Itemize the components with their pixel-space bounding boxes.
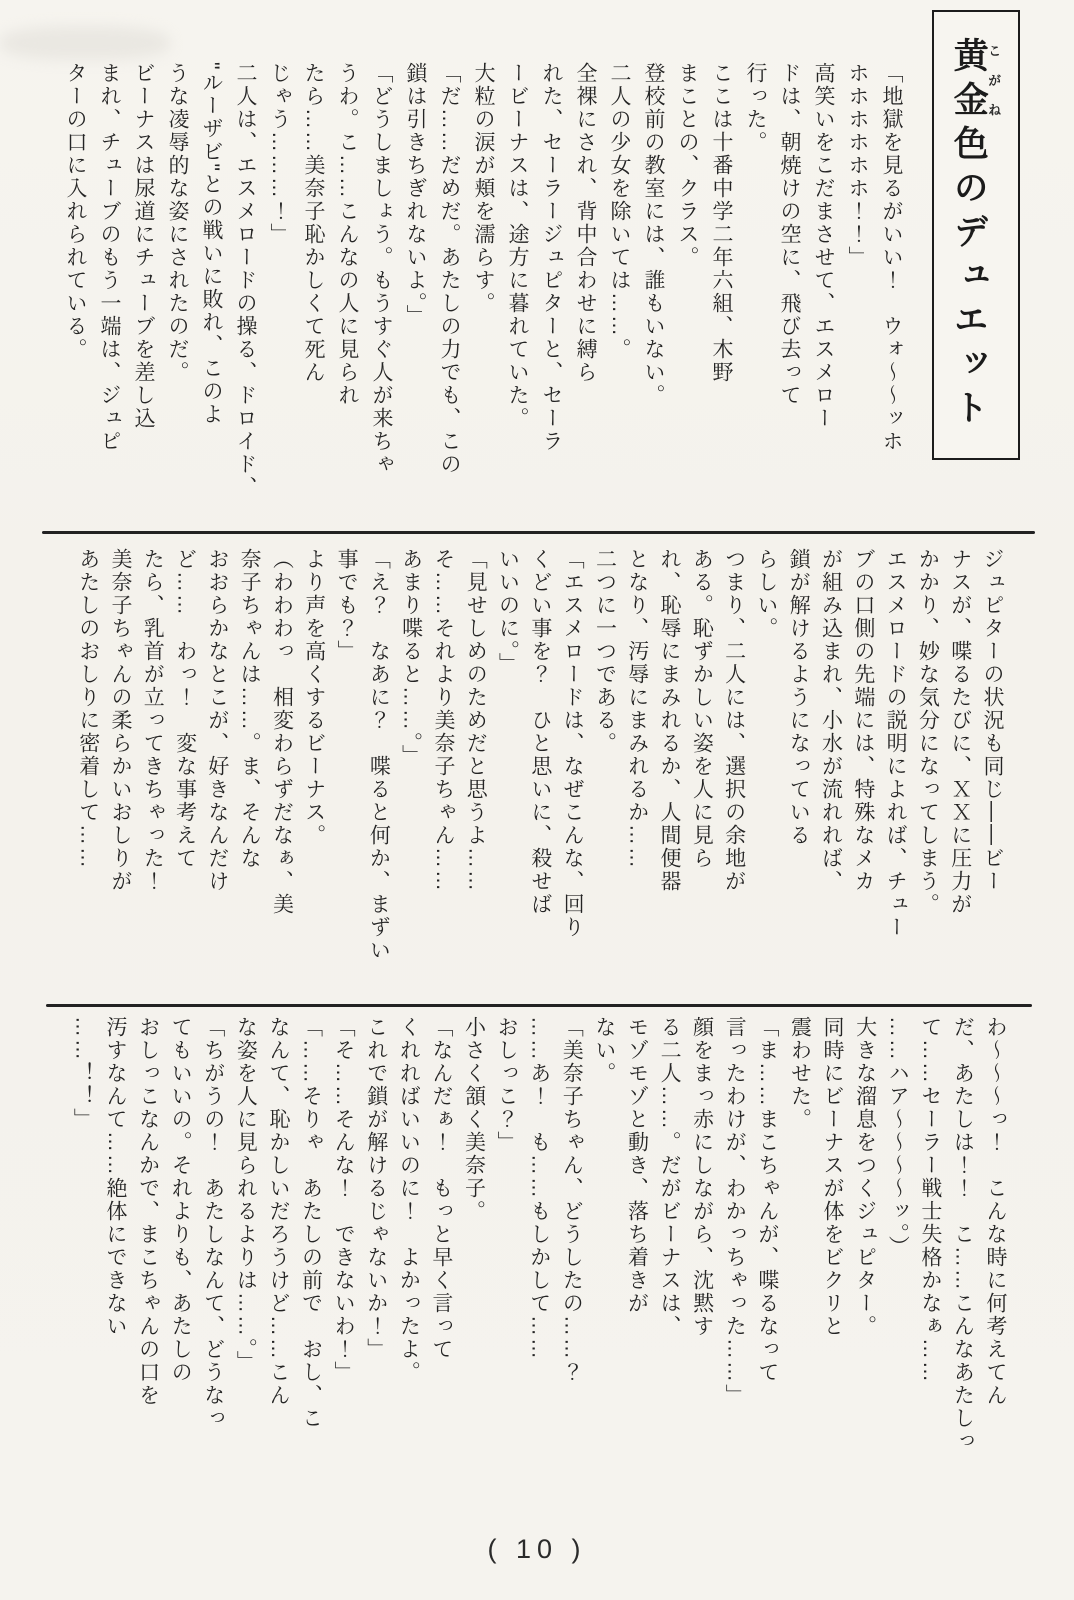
text-column: 全裸にされ、背中合わせに縛ら [574, 62, 597, 384]
text-column: そ……それより美奈子ちゃん…… [431, 548, 455, 893]
text-section-middle [70, 548, 1008, 1000]
text-column: 行った。 [744, 62, 767, 154]
text-column: れ、恥辱にまみれるか、人間便器 [658, 548, 682, 893]
text-column: たら、乳首が立ってきちゃった！ [141, 548, 165, 893]
text-column: 「そ……そんな！ できないわ！」 [332, 1016, 356, 1384]
text-column: わ〜〜〜っ！ こんな時に何考えてん [984, 1016, 1007, 1407]
text-section-bottom [66, 1016, 1011, 1504]
title-box [932, 10, 1020, 460]
text-column: 「ま……まこちゃんが、喋るなって [755, 1016, 779, 1384]
text-column: 二人の少女を除いては……。 [608, 62, 631, 361]
text-column: 鎖が解けるようになっている [787, 548, 811, 847]
title-ruby [949, 37, 1002, 125]
text-column: ービーナスは、途方に暮れていた。 [506, 62, 529, 430]
text-column: れた、セーラージュピターと、セーラ [540, 62, 563, 453]
text-column: 二人は、エスメロードの操る、ドロイド、 [234, 62, 257, 499]
text-column: 「地獄を見るがいい！ ウォ〜〜ッホ [880, 62, 903, 453]
text-column: いいのに。」 [496, 548, 520, 676]
text-column: な姿を人に見られるよりは……。」 [234, 1016, 258, 1374]
text-column: これで鎖が解けるじゃないか！」 [364, 1016, 388, 1361]
text-column: 震わせた。 [788, 1016, 812, 1131]
text-column: が組み込まれ、小水が流れれば、 [819, 548, 843, 893]
text-column: おしっこ？」 [495, 1016, 519, 1154]
scan-smudge [0, 26, 170, 60]
text-column: 「どうしましょう。もうすぐ人が来ちゃ [370, 62, 393, 476]
text-column: ここは十番中学二年六組、木野 [710, 62, 733, 384]
text-column: ジュピターの状況も同じ――ビー [981, 548, 1004, 893]
text-column: じゃう………！」 [268, 62, 291, 246]
text-column: 「だ……だめだ。あたしの力でも、この [438, 62, 461, 476]
text-column: 「見せしめのためだと思うよ…… [464, 548, 488, 893]
text-column: 事でも？」 [335, 548, 359, 663]
text-column: 高笑いをこだまさせて、エスメロー [812, 62, 835, 430]
text-column: まことの、クラス。 [676, 62, 699, 269]
text-column: うわ。こ……こんなの人に見られ [336, 62, 359, 407]
text-column: くどい事を？ ひと思いに、殺せば [528, 548, 552, 916]
text-column: らしい。 [754, 548, 778, 640]
text-column: 「なんだぁ！ もっと早く言って [429, 1016, 453, 1361]
text-column: くれればいいのに！ よかったよ。 [397, 1016, 421, 1384]
text-column: まれ、チューブのもう一端は、ジュピ [98, 62, 121, 453]
text-column: より声を高くするビーナス。 [302, 548, 326, 847]
text-column: おしっこなんかで、まこちゃんの口を [136, 1016, 160, 1407]
title-ruby-base: 黄金 [949, 37, 989, 125]
text-column: ターの口に入れられている。 [64, 62, 87, 361]
text-column: だ、あたしは！！ こ……こんなあたしっ [951, 1016, 975, 1453]
text-column: 小さく頷く美奈子。 [462, 1016, 486, 1223]
text-column: る二人……。だがビーナスは、 [658, 1016, 682, 1338]
title-furigana: こがね [986, 37, 1002, 125]
text-column: ビーナスは尿道にチューブを差し込 [132, 62, 155, 430]
text-column: 二つに一つである。 [593, 548, 617, 755]
text-column: 鎖は引きちぎれないよ。」 [404, 62, 427, 328]
text-column: なんて、恥かしいだろうけど……こん [266, 1016, 290, 1407]
page-number: ( 10 ) [487, 1534, 587, 1564]
text-column: ない。 [592, 1016, 616, 1085]
text-column: たら……美奈子恥かしくて死ん [302, 62, 325, 384]
text-column: 「美奈子ちゃん、どうしたの……？ [560, 1016, 584, 1384]
text-column: 「え？ なあに？ 喋ると何か、まずい [367, 548, 391, 962]
text-column: 汚すなんて……絶体にできない [103, 1016, 127, 1338]
text-column: ブの口側の先端には、特殊なメカ [851, 548, 875, 893]
text-column: あまり喋ると……。」 [399, 548, 423, 768]
text-column: あたしのおしりに密着して…… [76, 548, 100, 870]
text-column: ナスが、喋るたびに、ＸＸに圧力が [948, 548, 972, 916]
text-column: うな凌辱的な姿にされたのだ。 [166, 62, 189, 384]
text-column: てもいいの。それよりも、あたしの [169, 1016, 193, 1384]
text-column: 美奈子ちゃんの柔らかいおしりが [108, 548, 132, 893]
text-column: エスメロードの説明によれば、チュー [884, 548, 908, 939]
text-column: ど…… わっ！ 変な事考えて [173, 548, 197, 870]
text-column: て……セーラー戦士失格かなぁ…… [918, 1016, 942, 1384]
text-column: ホホホホホホ！！」 [846, 62, 869, 269]
text-column: つまり、二人には、選択の余地が [722, 548, 746, 893]
text-column: ……あ！ も……もしかして…… [527, 1016, 551, 1361]
text-column: 顔をまっ赤にしながら、沈黙す [690, 1016, 714, 1338]
text-column: 奈子ちゃんは……。ま、そんな [238, 548, 262, 870]
text-column: 「……そりゃ あたしの前で おし、こ [299, 1016, 323, 1430]
text-column: 同時にビーナスが体をビクリと [821, 1016, 845, 1338]
section-divider-1 [42, 531, 1035, 534]
text-column: （わわわっ 相変わらずだなぁ、美 [270, 548, 294, 916]
text-column: となり、汚辱にまみれるか…… [625, 548, 649, 870]
page-title [951, 37, 1001, 433]
title-rest: 色のデュエット [949, 125, 989, 433]
text-column: ドは、朝焼けの空に、飛び去って [778, 62, 801, 407]
text-section-top [58, 62, 908, 528]
text-column: "ルーザビ"との戦いに敗れ、このよ [200, 62, 223, 426]
text-column: モゾモゾと動き、落ち着きが [625, 1016, 649, 1315]
text-column: ある。恥ずかしい姿を人に見ら [690, 548, 714, 870]
text-column: かかり、妙な気分になってしまう。 [916, 548, 940, 916]
text-column: 大粒の涙が頬を濡らす。 [472, 62, 495, 315]
text-column: 「ちがうの！ あたしなんて、どうなっ [201, 1016, 225, 1430]
text-column: 大きな溜息をつくジュピター。 [853, 1016, 877, 1338]
text-column: ……ハア〜〜〜〜ッ。） [886, 1016, 910, 1259]
text-column: 「エスメロードは、なぜこんな、回り [561, 548, 585, 939]
section-divider-2 [46, 1004, 1032, 1007]
text-column: おおらかなとこが、好きなんだけ [205, 548, 229, 893]
text-column: 言ったわけが、わかっちゃった……」 [723, 1016, 747, 1407]
text-column: 登校前の教室には、誰もいない。 [642, 62, 665, 407]
text-column: ……！！」 [71, 1016, 95, 1131]
